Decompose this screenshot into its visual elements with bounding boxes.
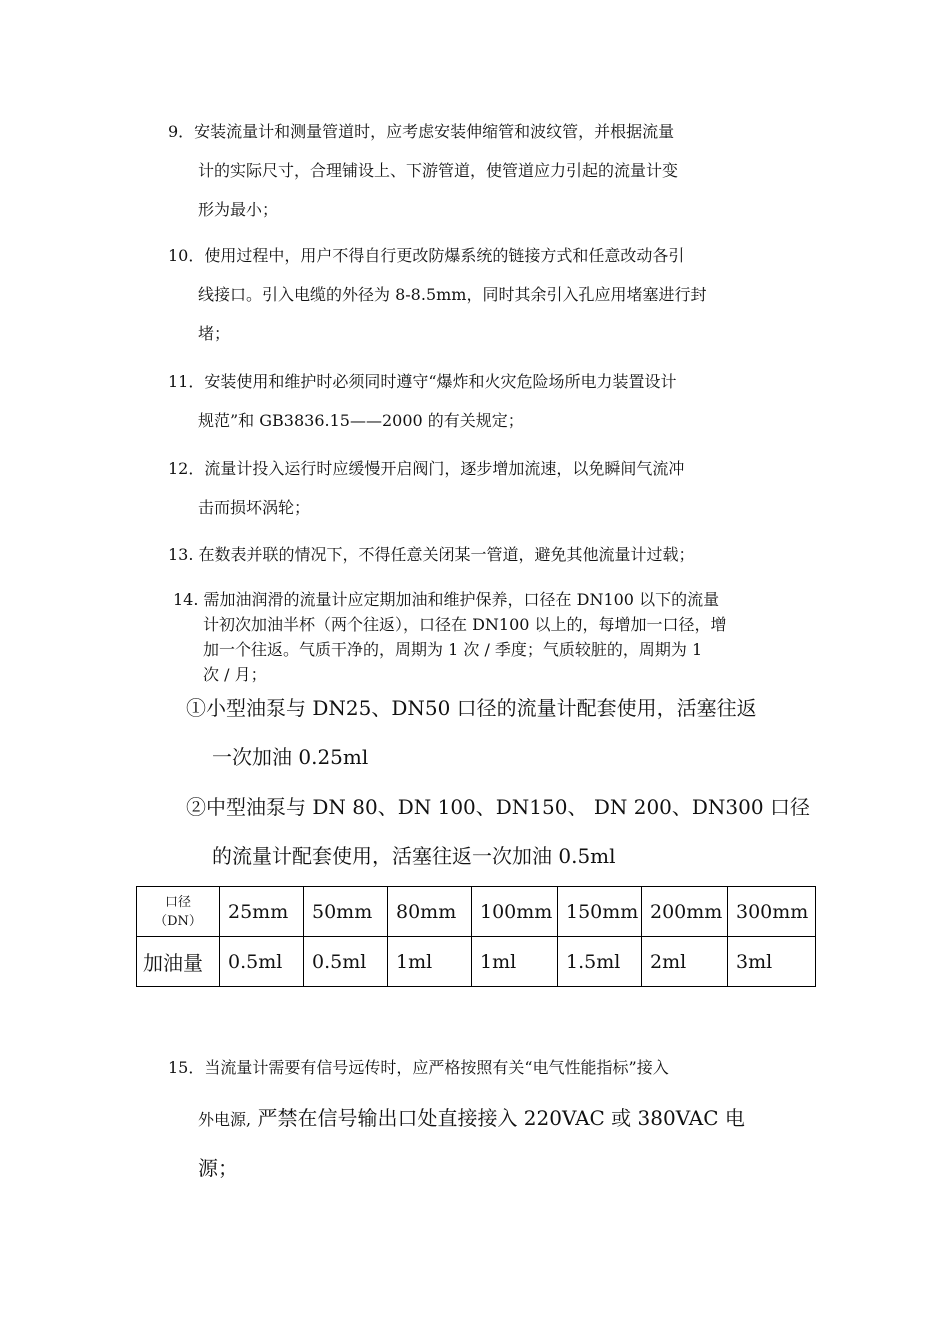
table-header-cell: 80mm <box>388 887 472 937</box>
item-14-line-3: 加一个往返。气质干净的，周期为 1 次 / 季度；气质较脏的，周期为 1 <box>203 640 703 659</box>
sub-item-2-line-1: ②中型油泵与 DN 80、DN 100、DN150、 DN 200、DN300 口径 <box>186 795 810 819</box>
item-10-line-3: 堵； <box>198 324 231 343</box>
table-header-cell: 150mm <box>558 887 642 937</box>
item-10-line-2: 线接口。引入电缆的外径为 8-8.5mm，同时其余引入孔应用堵塞进行封 <box>198 285 707 304</box>
table-header-cell: 200mm <box>642 887 728 937</box>
sub-item-1-line-2: 一次加油 0.25ml <box>212 745 369 769</box>
item-15-line-3: 源； <box>198 1156 238 1180</box>
item-9 <box>168 112 808 229</box>
item-11-line-2: 规范”和 GB3836.15——2000 的有关规定； <box>198 411 524 430</box>
table-cell: 0.5ml <box>220 937 304 987</box>
sub-item-medium-pump <box>186 783 826 881</box>
item-13 <box>168 535 808 574</box>
item-11-line-1: 11．安装使用和维护时必须同时遵守“爆炸和火灾危险场所电力装置设计 <box>168 372 677 391</box>
table-cell: 0.5ml <box>304 937 388 987</box>
item-11 <box>168 362 808 440</box>
header-label-line-1: 口径 <box>164 894 191 910</box>
item-9-line-1: 9．安装流量计和测量管道时，应考虑安装伸缩管和波纹管，并根据流量 <box>168 122 675 141</box>
table-cell: 1.5ml <box>558 937 642 987</box>
table-header-cell: 50mm <box>304 887 388 937</box>
sub-item-small-pump <box>186 684 826 782</box>
item-9-line-3: 形为最小； <box>198 200 279 219</box>
header-label-line-2: （DN） <box>154 913 202 929</box>
table-row-label: 加油量 <box>137 937 220 987</box>
item-10-line-1: 10．使用过程中，用户不得自行更改防爆系统的链接方式和任意改动各引 <box>168 246 685 265</box>
item-14 <box>173 587 813 687</box>
item-14-line-2: 计初次加油半杯（两个往返），口径在 DN100 以上的，每增加一口径，增 <box>203 615 727 634</box>
sub-item-2-line-2: 的流量计配套使用，活塞往返一次加油 0.5ml <box>212 844 616 868</box>
table-header-row <box>137 887 816 937</box>
item-15-line-2-part-a: 外电源, <box>198 1110 252 1129</box>
table-header-cell: 100mm <box>472 887 558 937</box>
table-cell: 1ml <box>388 937 472 987</box>
item-10 <box>168 236 808 353</box>
item-12-line-2: 击而损坏涡轮； <box>198 498 311 517</box>
item-14-line-1: 14. 需加油润滑的流量计应定期加油和维护保养，口径在 DN100 以下的流量 <box>173 590 720 609</box>
table-row <box>137 937 816 987</box>
item-15-line-2-part-b: 严禁在信号输出口处直接接入 220VAC 或 380VAC 电 <box>251 1106 745 1130</box>
table-cell: 1ml <box>472 937 558 987</box>
item-9-line-2: 计的实际尺寸，合理铺设上、下游管道，使管道应力引起的流量计变 <box>198 161 679 180</box>
table-cell: 3ml <box>728 937 816 987</box>
table-header-label <box>137 887 220 937</box>
item-14-line-4: 次 / 月； <box>203 665 267 684</box>
item-15 <box>168 1043 808 1193</box>
item-12-line-1: 12．流量计投入运行时应缓慢开启阀门，逐步增加流速，以免瞬间气流冲 <box>168 459 685 478</box>
item-15-line-1: 15．当流量计需要有信号远传时，应严格按照有关“电气性能指标”接入 <box>168 1058 669 1077</box>
item-15-line-2 <box>168 1093 808 1143</box>
table-cell: 2ml <box>642 937 728 987</box>
sub-item-1-line-1: ①小型油泵与 DN25、DN50 口径的流量计配套使用，活塞往返 <box>186 696 757 720</box>
table-header-cell: 300mm <box>728 887 816 937</box>
item-13-line-1: 13. 在数表并联的情况下，不得任意关闭某一管道，避免其他流量计过载； <box>168 545 695 564</box>
oil-amount-table <box>136 886 816 987</box>
item-12 <box>168 449 808 527</box>
table-header-cell: 25mm <box>220 887 304 937</box>
